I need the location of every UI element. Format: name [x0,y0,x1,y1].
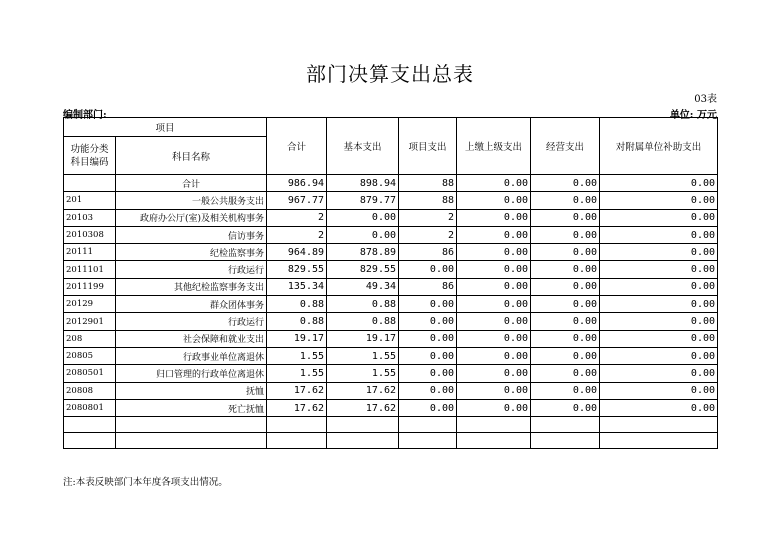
cell-basic: 878.89 [327,244,399,261]
cell-business: 0.00 [531,244,600,261]
cell-basic: 829.55 [327,261,399,278]
cell-total: 135.34 [267,278,327,295]
cell-name: 死亡抚恤 [116,399,267,416]
cell-code: 2010308 [64,226,116,243]
cell-basic: 17.62 [327,382,399,399]
cell-project: 0.00 [399,330,457,347]
cell-code: 2080501 [64,365,116,382]
cell-subsidy: 0.00 [600,192,718,209]
cell-code: 201 [64,192,116,209]
blank-cell [531,433,600,449]
cell-business: 0.00 [531,192,600,209]
blank-cell [116,417,267,433]
cell-project: 0.00 [399,261,457,278]
cell-subsidy: 0.00 [600,244,718,261]
cell-name: 纪检监察事务 [116,244,267,261]
cell-subsidy: 0.00 [600,261,718,278]
cell-business: 0.00 [531,175,600,192]
cell-business: 0.00 [531,226,600,243]
cell-basic: 898.94 [327,175,399,192]
cell-basic: 0.88 [327,296,399,313]
cell-business: 0.00 [531,347,600,364]
cell-subsidy: 0.00 [600,278,718,295]
cell-upper: 0.00 [457,244,531,261]
header-basic: 基本支出 [327,118,399,175]
cell-code: 20805 [64,347,116,364]
cell-total: 2 [267,226,327,243]
cell-business: 0.00 [531,278,600,295]
table-row [64,296,718,313]
cell-subsidy: 0.00 [600,382,718,399]
cell-project: 0.00 [399,399,457,416]
table-row [64,209,718,226]
cell-name: 归口管理的行政单位离退休 [116,365,267,382]
header-code: 功能分类科目编码 [64,137,116,175]
blank-cell [399,433,457,449]
cell-upper: 0.00 [457,399,531,416]
cell-subsidy: 0.00 [600,399,718,416]
blank-cell [327,433,399,449]
cell-business: 0.00 [531,365,600,382]
header-name: 科目名称 [116,137,267,175]
cell-business: 0.00 [531,296,600,313]
cell-subsidy: 0.00 [600,226,718,243]
header-business: 经营支出 [531,118,600,175]
cell-business: 0.00 [531,209,600,226]
cell-subsidy: 0.00 [600,365,718,382]
cell-name: 群众团体事务 [116,296,267,313]
cell-code: 20103 [64,209,116,226]
blank-cell [64,417,116,433]
cell-total: 19.17 [267,330,327,347]
header-project: 项目 [64,118,267,137]
cell-upper: 0.00 [457,278,531,295]
blank-row [64,417,718,433]
cell-basic: 0.00 [327,209,399,226]
expenditure-table [63,117,718,449]
cell-code: 20808 [64,382,116,399]
cell-name: 行政运行 [116,261,267,278]
cell-name: 合计 [116,175,267,192]
blank-cell [327,417,399,433]
cell-upper: 0.00 [457,313,531,330]
cell-total: 986.94 [267,175,327,192]
cell-subsidy: 0.00 [600,175,718,192]
cell-business: 0.00 [531,313,600,330]
cell-subsidy: 0.00 [600,313,718,330]
cell-code: 208 [64,330,116,347]
blank-cell [531,417,600,433]
cell-subsidy: 0.00 [600,347,718,364]
cell-upper: 0.00 [457,209,531,226]
cell-upper: 0.00 [457,175,531,192]
cell-name: 信访事务 [116,226,267,243]
cell-basic: 17.62 [327,399,399,416]
header-project-expense: 项目支出 [399,118,457,175]
cell-upper: 0.00 [457,382,531,399]
unit-label: 单位: 万元 [669,110,717,121]
cell-name: 行政事业单位离退休 [116,347,267,364]
cell-name: 其他纪检监察事务支出 [116,278,267,295]
blank-row [64,433,718,449]
cell-total: 967.77 [267,192,327,209]
cell-basic: 0.88 [327,313,399,330]
table-row [64,244,718,261]
blank-cell [600,417,718,433]
cell-subsidy: 0.00 [600,209,718,226]
table-row [64,365,718,382]
total-row [64,175,718,192]
cell-name: 社会保障和就业支出 [116,330,267,347]
cell-project: 0.00 [399,313,457,330]
cell-name: 行政运行 [116,313,267,330]
cell-code: 2080801 [64,399,116,416]
cell-total: 2 [267,209,327,226]
cell-basic: 879.77 [327,192,399,209]
dept-label: 编制部门: [63,110,107,121]
cell-total: 829.55 [267,261,327,278]
cell-business: 0.00 [531,330,600,347]
header-total: 合计 [267,118,327,175]
cell-total: 964.89 [267,244,327,261]
cell-total: 1.55 [267,347,327,364]
cell-business: 0.00 [531,382,600,399]
table-row [64,330,718,347]
table-row [64,192,718,209]
blank-cell [116,433,267,449]
cell-code: 20111 [64,244,116,261]
blank-cell [64,433,116,449]
cell-total: 17.62 [267,399,327,416]
header-upper: 上缴上级支出 [457,118,531,175]
cell-subsidy: 0.00 [600,296,718,313]
cell-code [64,175,116,192]
header-subsidy: 对附属单位补助支出 [600,118,718,175]
blank-cell [267,417,327,433]
cell-project: 88 [399,192,457,209]
cell-name: 抚恤 [116,382,267,399]
cell-name: 政府办公厅(室)及相关机构事务 [116,209,267,226]
cell-project: 86 [399,278,457,295]
cell-project: 0.00 [399,365,457,382]
cell-basic: 19.17 [327,330,399,347]
cell-project: 0.00 [399,296,457,313]
cell-project: 0.00 [399,382,457,399]
blank-cell [457,433,531,449]
cell-code: 2011199 [64,278,116,295]
cell-upper: 0.00 [457,347,531,364]
table-row [64,347,718,364]
table-row [64,399,718,416]
form-number: 03表 [694,94,717,105]
cell-code: 2012901 [64,313,116,330]
cell-total: 17.62 [267,382,327,399]
cell-name: 一般公共服务支出 [116,192,267,209]
cell-project: 2 [399,226,457,243]
cell-business: 0.00 [531,261,600,278]
cell-upper: 0.00 [457,330,531,347]
blank-cell [267,433,327,449]
cell-total: 1.55 [267,365,327,382]
cell-project: 86 [399,244,457,261]
table-row [64,261,718,278]
footnote: 注:本表反映部门本年度各项支出情况。 [63,477,228,488]
table-row [64,226,718,243]
cell-project: 0.00 [399,347,457,364]
cell-basic: 49.34 [327,278,399,295]
cell-basic: 1.55 [327,347,399,364]
cell-subsidy: 0.00 [600,330,718,347]
cell-basic: 1.55 [327,365,399,382]
cell-upper: 0.00 [457,296,531,313]
cell-project: 2 [399,209,457,226]
cell-upper: 0.00 [457,192,531,209]
blank-cell [600,433,718,449]
table-row [64,313,718,330]
blank-cell [399,417,457,433]
cell-business: 0.00 [531,399,600,416]
page-title: 部门决算支出总表 [306,62,474,86]
cell-project: 88 [399,175,457,192]
cell-upper: 0.00 [457,261,531,278]
cell-upper: 0.00 [457,365,531,382]
cell-total: 0.88 [267,296,327,313]
table-row [64,278,718,295]
cell-basic: 0.00 [327,226,399,243]
blank-cell [457,417,531,433]
cell-code: 2011101 [64,261,116,278]
cell-upper: 0.00 [457,226,531,243]
cell-code: 20129 [64,296,116,313]
table-row [64,382,718,399]
cell-total: 0.88 [267,313,327,330]
